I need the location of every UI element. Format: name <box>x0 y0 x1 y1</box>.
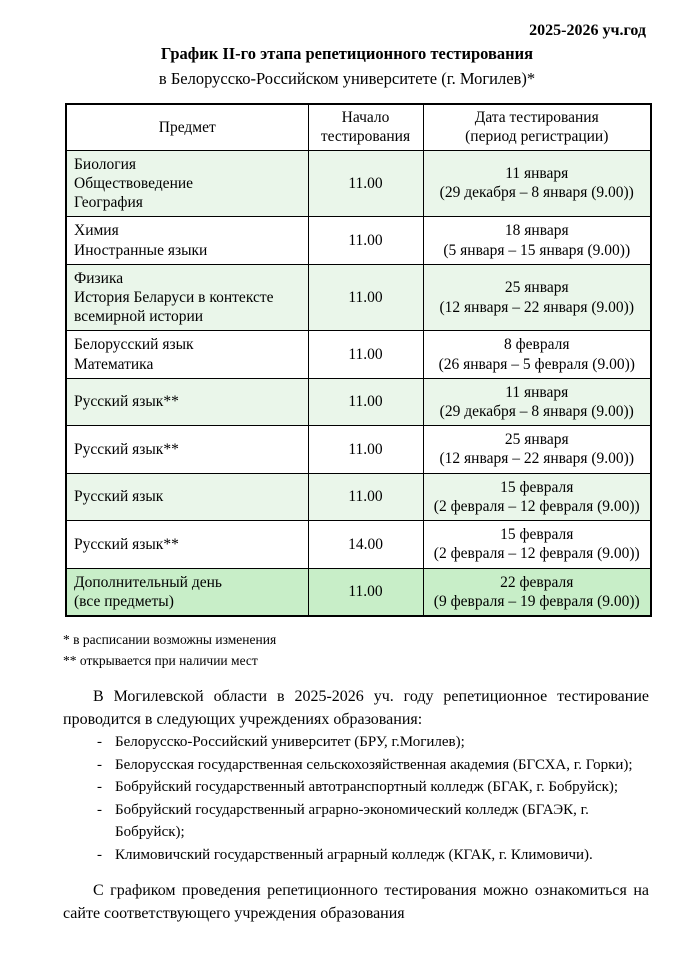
test-date: 8 февраля <box>504 336 570 354</box>
subject-line: Химия <box>74 222 119 240</box>
table-header-row <box>66 104 651 150</box>
registration-period: (2 февраля – 12 февраля (9.00)) <box>433 497 640 515</box>
date-cell <box>423 150 651 217</box>
column-header-start-line1: Начало <box>341 109 390 127</box>
date-cell <box>423 331 651 378</box>
document-subtitle: в Белорусско-Российском университете (г. Могилев)* <box>158 69 536 89</box>
test-date: 25 января <box>504 279 569 297</box>
test-date: 15 февраля <box>500 526 574 544</box>
subject-line: География <box>74 194 143 212</box>
column-header-date-line2: (период регистрации) <box>465 128 609 146</box>
subject-line: Русский язык** <box>74 393 179 411</box>
column-header-start-time <box>308 104 423 150</box>
title-block <box>52 0 642 90</box>
date-cell <box>423 521 651 568</box>
subject-line: Иностранные языки <box>74 241 208 259</box>
registration-period: (12 января – 22 января (9.00)) <box>439 450 634 468</box>
list-dash-marker: - <box>97 779 102 796</box>
test-date: 11 января <box>505 165 569 183</box>
list-dash-marker: - <box>97 734 102 751</box>
footnote-availability: ** открывается при наличии мест <box>63 652 258 668</box>
footnote-schedule-changes: * в расписании возможны изменения <box>63 632 277 647</box>
subject-cell <box>66 150 308 217</box>
institution-list-item <box>97 799 649 844</box>
schedule-row <box>66 426 651 473</box>
schedule-table-body <box>66 150 651 616</box>
subject-line: Биология <box>74 155 137 173</box>
registration-period: (2 февраля – 12 февраля (9.00)) <box>433 545 640 563</box>
test-date: 25 января <box>504 431 569 449</box>
subject-cell <box>66 331 308 378</box>
subject-cell <box>66 568 308 616</box>
list-dash-marker: - <box>97 846 102 863</box>
start-time-cell: 11.00 <box>308 264 423 331</box>
subject-line: Русский язык <box>74 488 164 506</box>
subject-line: История Беларуси в контексте всемирной истории <box>74 288 274 326</box>
subject-line: Математика <box>74 355 154 373</box>
date-cell <box>423 264 651 331</box>
start-time-cell: 14.00 <box>308 521 423 568</box>
schedule-row <box>66 473 651 520</box>
test-date: 18 января <box>504 222 569 240</box>
start-time-cell: 11.00 <box>308 473 423 520</box>
column-header-subject: Предмет <box>66 104 308 150</box>
subject-line: Русский язык** <box>74 440 179 458</box>
schedule-row <box>66 378 651 425</box>
subject-cell <box>66 473 308 520</box>
date-cell <box>423 568 651 616</box>
registration-period: (29 декабря – 8 января (9.00)) <box>439 403 634 421</box>
institution-name: Климовичский государственный аграрный колледж (КГАК, г. Климовичи). <box>115 846 593 863</box>
schedule-row <box>66 568 651 616</box>
subject-line: Русский язык** <box>74 535 179 553</box>
school-year-label: 2025-2026 уч.год <box>529 22 646 39</box>
test-date: 15 февраля <box>500 478 574 496</box>
date-cell <box>423 473 651 520</box>
date-cell <box>423 378 651 425</box>
footnotes-block <box>63 630 649 672</box>
schedule-row <box>66 150 651 217</box>
registration-period: (5 января – 15 января (9.00)) <box>443 241 631 259</box>
institutions-list <box>97 731 649 866</box>
institution-name: Бобруйский государственный автотранспортный колледж (БГАК, г. Бобруйск); <box>115 779 619 796</box>
subject-line: Дополнительный день <box>74 573 222 591</box>
subject-cell <box>66 521 308 568</box>
date-cell <box>423 217 651 264</box>
schedule-row <box>66 331 651 378</box>
subject-line: Физика <box>74 269 124 287</box>
institution-list-item <box>97 844 649 867</box>
institution-list-item <box>97 776 649 799</box>
subject-cell <box>66 217 308 264</box>
list-dash-marker: - <box>97 801 102 818</box>
closing-paragraph: С графиком проведения репетиционного тестирования можно ознакомиться на сайте соответствующего учреждения образования <box>63 882 649 922</box>
start-time-cell: 11.00 <box>308 331 423 378</box>
registration-period: (26 января – 5 февраля (9.00)) <box>438 355 635 373</box>
column-header-date-line1: Дата тестирования <box>474 109 599 127</box>
document-title: График II-го этапа репетиционного тестирования <box>160 44 534 63</box>
subject-cell <box>66 264 308 331</box>
registration-period: (12 января – 22 января (9.00)) <box>439 298 634 316</box>
institution-list-item <box>97 754 649 777</box>
test-date: 11 января <box>505 383 569 401</box>
subject-line: Белорусский язык <box>74 336 194 354</box>
start-time-cell: 11.00 <box>308 378 423 425</box>
schedule-row <box>66 217 651 264</box>
institution-list-item <box>97 731 649 754</box>
subject-cell <box>66 378 308 425</box>
subject-line: Обществоведение <box>74 174 194 192</box>
date-cell <box>423 426 651 473</box>
intro-paragraph: В Могилевской области в 2025-2026 уч. году репетиционное тестирование проводится в следующих учреждениях образования: <box>63 687 649 728</box>
institution-name: Белорусско-Российский университет (БРУ, г.Могилев); <box>115 734 465 751</box>
start-time-cell: 11.00 <box>308 217 423 264</box>
schedule-table <box>65 103 652 617</box>
institution-name: Бобруйский государственный аграрно-экономический колледж (БГАЭК, г. Бобруйск); <box>115 801 589 841</box>
subject-line: (все предметы) <box>74 592 174 610</box>
start-time-cell: 11.00 <box>308 150 423 217</box>
start-time-cell: 11.00 <box>308 426 423 473</box>
registration-period: (9 февраля – 19 февраля (9.00)) <box>433 592 640 610</box>
schedule-row <box>66 521 651 568</box>
column-header-test-date <box>423 104 651 150</box>
subject-cell <box>66 426 308 473</box>
start-time-cell: 11.00 <box>308 568 423 616</box>
list-dash-marker: - <box>97 756 102 773</box>
institution-name: Белорусская государственная сельскохозяйственная академия (БГСХА, г. Горки); <box>115 756 633 773</box>
registration-period: (29 декабря – 8 января (9.00)) <box>439 184 634 202</box>
column-header-start-line2: тестирования <box>320 128 411 146</box>
schedule-row <box>66 264 651 331</box>
test-date: 22 февраля <box>500 573 574 591</box>
